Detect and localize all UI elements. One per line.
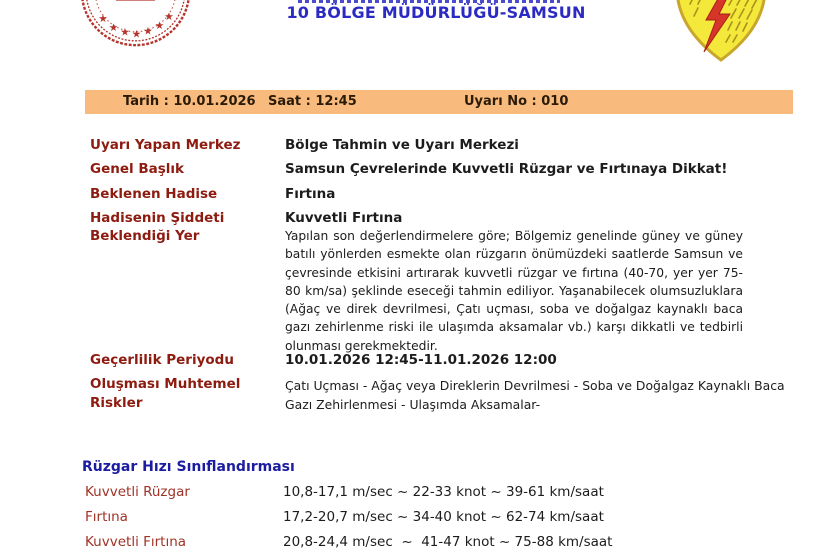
wind-classification-heading: Rüzgar Hızı Sınıflandırması xyxy=(82,459,295,475)
svg-text:★: ★ xyxy=(108,21,119,34)
wind-row-value: 17,2-20,7 m/sec ~ 34-40 knot ~ 62-74 km/saat xyxy=(283,509,604,525)
government-seal-icon xyxy=(78,0,193,49)
field-label-expected-location: Beklendiği Yer xyxy=(90,228,200,244)
svg-text:★: ★ xyxy=(164,11,174,24)
field-value-issuing-center: Bölge Tahmin ve Uyarı Merkezi xyxy=(285,137,519,153)
wind-row-label: Fırtına xyxy=(85,509,128,525)
svg-text:★: ★ xyxy=(143,25,153,38)
wind-row-label: Kuvvetli Rüzgar xyxy=(85,484,190,500)
page-title: 10 BÖLGE MÜDÜRLÜĞÜ-SAMSUN xyxy=(286,3,586,22)
time-field: Saat : 12:45 xyxy=(268,94,357,109)
wind-row-value: 20,8-24,4 m/sec ~ 41-47 knot ~ 75-88 km/saat xyxy=(283,534,613,550)
field-value-event-severity: Kuvvetli Fırtına xyxy=(285,210,403,226)
field-value-validity-period: 10.01.2026 12:45-11.01.2026 12:00 xyxy=(285,352,557,368)
field-value-general-title: Samsun Çevrelerinde Kuvvetli Rüzgar ve Fırtınaya Dikkat! xyxy=(285,161,728,177)
svg-text:★: ★ xyxy=(154,19,165,32)
date-field: Tarih : 10.01.2026 xyxy=(123,94,256,109)
field-label-expected-event: Beklenen Hadise xyxy=(90,186,218,202)
field-label-possible-risks: Oluşması Muhtemel Riskler xyxy=(90,376,241,411)
field-value-possible-risks: Çatı Uçması - Ağaç veya Direklerin Devrilmesi - Soba ve Doğalgaz Kaynaklı Baca Gazı Zehirlenmesi - Ulaşımda Aksamalar- xyxy=(285,378,785,412)
field-value-expected-location: Yapılan son değerlendirmelere göre; Bölgemiz genelinde güney ve güney batılı yönlerden esmekte olan rüzgarın önümüzdeki saatlerde Samsun ve çevresinde etkisini artırarak kuvvetli rüzgar ve fırtına (40-70, yer yer 75-80 km/sa) şeklinde eseceği tahmin ediliyor. Yaşanabilecek olumsuzluklara (Ağaç ve direk devrilmesi, Çatı uçması, soba ve doğalgaz kaynaklı baca gazı zehirlenme riski ile ulaşımda aksamalar vb.) karşı dikkatli ve tedbirli olunması gerekmektedir. xyxy=(285,229,743,353)
warning-number-field: Uyarı No : 010 xyxy=(464,94,569,109)
storm-warning-shield-icon xyxy=(672,0,770,64)
field-label-general-title: Genel Başlık xyxy=(90,161,184,177)
field-label-issuing-center: Uyarı Yapan Merkez xyxy=(90,137,241,153)
wind-row-label: Kuvvetli Fırtına xyxy=(85,534,187,550)
field-label-event-severity: Hadisenin Şiddeti xyxy=(90,210,225,226)
field-value-expected-event: Fırtına xyxy=(285,186,336,202)
wind-row-value: 10,8-17,1 m/sec ~ 22-33 knot ~ 39-61 km/saat xyxy=(283,484,604,500)
svg-text:★: ★ xyxy=(120,26,130,39)
info-bar xyxy=(85,90,793,114)
field-label-validity-period: Geçerlilik Periyodu xyxy=(90,352,234,368)
svg-text:★: ★ xyxy=(98,13,108,26)
svg-text:★: ★ xyxy=(131,28,142,41)
